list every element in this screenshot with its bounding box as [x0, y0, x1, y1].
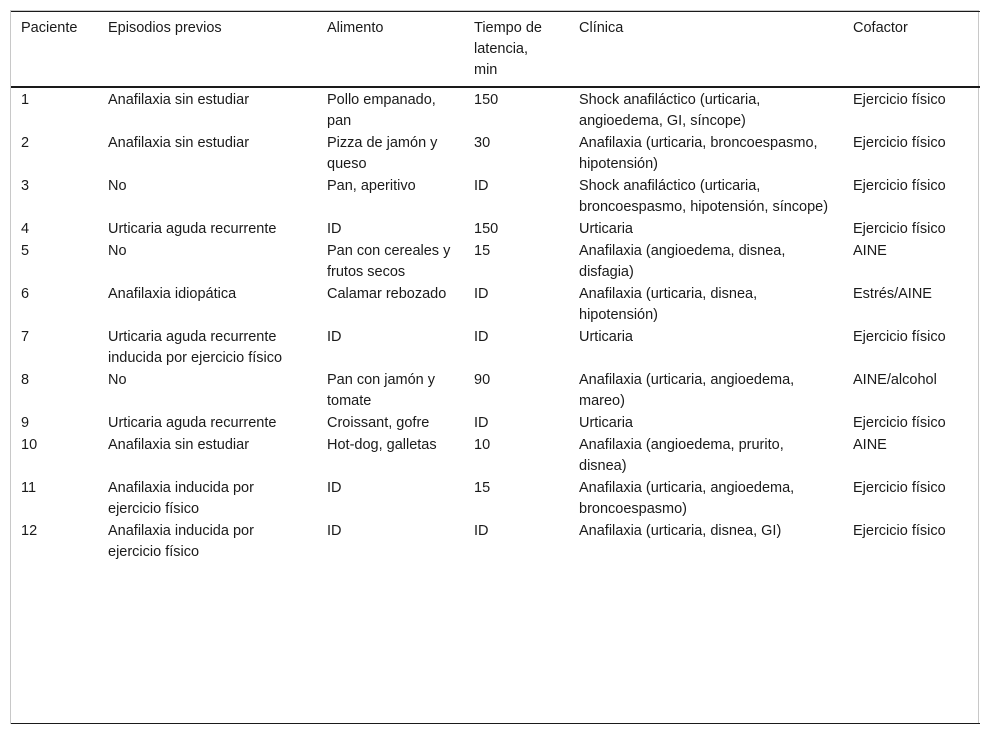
cell-cofactor: Ejercicio físico: [853, 329, 946, 345]
header-clinica: Clínica: [569, 12, 843, 88]
cell-tiempo-latencia: ID: [474, 178, 489, 194]
table-row: [11, 87, 980, 133]
table-row: [11, 370, 980, 413]
cell-episodios-previos: Anafilaxia inducida por ejercicio físico: [108, 523, 254, 560]
table-row: [11, 284, 980, 327]
cell-clinica: Anafilaxia (urticaria, disnea, GI): [579, 523, 782, 539]
cell-episodios-previos: No: [108, 372, 127, 388]
cell-tiempo-latencia: 15: [474, 243, 491, 259]
cell-cofactor: Ejercicio físico: [853, 480, 946, 496]
cell-cofactor: Estrés/AINE: [853, 286, 932, 302]
cell-clinica: Anafilaxia (urticaria, angioedema, broncoespasmo): [579, 480, 795, 517]
cell-episodios-previos: Anafilaxia sin estudiar: [108, 437, 250, 453]
cell-paciente: 8: [21, 372, 30, 388]
cell-tiempo-latencia: 30: [474, 135, 491, 151]
cell-paciente: 6: [21, 286, 30, 302]
cell-alimento: ID: [327, 523, 342, 539]
cell-tiempo-latencia: ID: [474, 523, 489, 539]
cell-tiempo-latencia: 150: [474, 221, 499, 237]
cell-cofactor: Ejercicio físico: [853, 135, 946, 151]
cell-clinica: Anafilaxia (angioedema, prurito, disnea): [579, 437, 784, 474]
cell-paciente: 9: [21, 415, 30, 431]
cell-tiempo-latencia: 150: [474, 92, 499, 108]
cell-clinica: Urticaria: [579, 415, 633, 431]
table-row: [11, 219, 980, 241]
cell-cofactor: AINE/alcohol: [853, 372, 937, 388]
cell-tiempo-latencia: ID: [474, 286, 489, 302]
table-row: [11, 327, 980, 370]
cell-episodios-previos: No: [108, 243, 127, 259]
cell-cofactor: Ejercicio físico: [853, 415, 946, 431]
cell-clinica: Anafilaxia (angioedema, disnea, disfagia): [579, 243, 786, 280]
cell-alimento: ID: [327, 329, 342, 345]
cell-episodios-previos: Anafilaxia sin estudiar: [108, 92, 250, 108]
cell-alimento: Pollo empanado, pan: [327, 92, 436, 129]
cell-cofactor: Ejercicio físico: [853, 523, 946, 539]
cell-cofactor: AINE: [853, 437, 887, 453]
table-row: [11, 478, 980, 521]
cell-clinica: Anafilaxia (urticaria, disnea, hipotensión): [579, 286, 758, 323]
cell-paciente: 10: [21, 437, 38, 453]
header-alimento: Alimento: [317, 12, 464, 88]
cell-paciente: 2: [21, 135, 30, 151]
table-body: [11, 87, 980, 568]
cell-alimento: Croissant, gofre: [327, 415, 430, 431]
cell-paciente: 4: [21, 221, 30, 237]
table-row: [11, 241, 980, 284]
cell-tiempo-latencia: ID: [474, 415, 489, 431]
cell-cofactor: Ejercicio físico: [853, 178, 946, 194]
header-row: [11, 12, 980, 88]
cell-alimento: Pan con jamón y tomate: [327, 372, 436, 409]
cell-paciente: 5: [21, 243, 30, 259]
cell-paciente: 3: [21, 178, 30, 194]
cell-paciente: 1: [21, 92, 30, 108]
cell-alimento: Hot-dog, galletas: [327, 437, 437, 453]
cell-paciente: 11: [21, 480, 37, 496]
table-row: [11, 435, 980, 478]
cell-clinica: Shock anafiláctico (urticaria, broncoespasmo, hipotensión, síncope): [579, 178, 829, 215]
bottom-rule: [11, 723, 980, 724]
patients-table: [11, 11, 980, 568]
cell-alimento: ID: [327, 221, 342, 237]
table-row: [11, 176, 980, 219]
table-header: [11, 12, 980, 88]
cell-clinica: Urticaria: [579, 221, 633, 237]
cell-episodios-previos: No: [108, 178, 127, 194]
cell-alimento: Pan, aperitivo: [327, 178, 416, 194]
cell-episodios-previos: Urticaria aguda recurrente: [108, 221, 277, 237]
cell-clinica: Anafilaxia (urticaria, angioedema, mareo): [579, 372, 795, 409]
cell-cofactor: Ejercicio físico: [853, 92, 946, 108]
cell-episodios-previos: Urticaria aguda recurrente inducida por ejercicio físico: [108, 329, 283, 366]
cell-paciente: 7: [21, 329, 30, 345]
cell-tiempo-latencia: 90: [474, 372, 491, 388]
cell-episodios-previos: Urticaria aguda recurrente: [108, 415, 277, 431]
cell-episodios-previos: Anafilaxia inducida por ejercicio físico: [108, 480, 254, 517]
cell-clinica: Shock anafiláctico (urticaria, angioedema, GI, síncope): [579, 92, 761, 129]
cell-tiempo-latencia: ID: [474, 329, 489, 345]
cell-episodios-previos: Anafilaxia idiopática: [108, 286, 237, 302]
cell-episodios-previos: Anafilaxia sin estudiar: [108, 135, 250, 151]
cell-tiempo-latencia: 10: [474, 437, 491, 453]
cell-cofactor: AINE: [853, 243, 887, 259]
header-paciente: Paciente: [11, 12, 98, 88]
cell-alimento: Pan con cereales y frutos secos: [327, 243, 451, 280]
cell-alimento: Pizza de jamón y queso: [327, 135, 438, 172]
header-episodios-previos: Episodios previos: [98, 12, 317, 88]
table-row: [11, 521, 980, 568]
cell-tiempo-latencia: 15: [474, 480, 491, 496]
cell-alimento: Calamar rebozado: [327, 286, 447, 302]
cell-clinica: Urticaria: [579, 329, 633, 345]
cell-cofactor: Ejercicio físico: [853, 221, 946, 237]
cell-clinica: Anafilaxia (urticaria, broncoespasmo, hipotensión): [579, 135, 818, 172]
cell-paciente: 12: [21, 523, 38, 539]
header-cofactor: Cofactor: [843, 12, 980, 88]
header-tiempo-latencia: Tiempo de latencia, min: [464, 12, 569, 88]
table-row: [11, 413, 980, 435]
cell-alimento: ID: [327, 480, 342, 496]
table-row: [11, 133, 980, 176]
